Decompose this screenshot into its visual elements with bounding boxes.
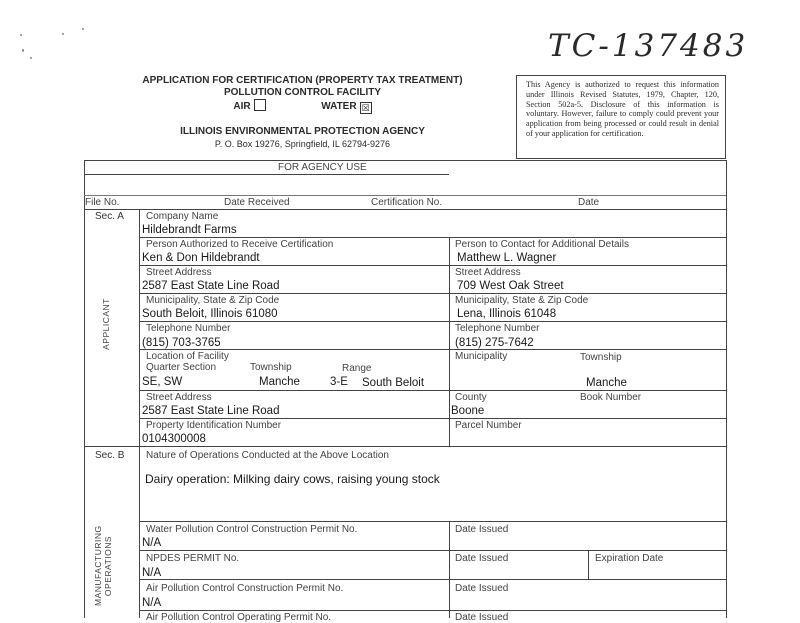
rule — [84, 195, 726, 196]
nature-value[interactable]: Dairy operation: Milking dairy cows, raising young stock — [145, 472, 440, 486]
township-label: Township — [250, 362, 292, 373]
npdes-expiration-label: Expiration Date — [595, 553, 664, 564]
agency-address: P. O. Box 19276, Springfield, IL 62794-9276 — [214, 139, 391, 149]
range-value[interactable]: 3-E — [330, 376, 348, 388]
company-name-label: Company Name — [146, 211, 219, 222]
npdes-value[interactable]: N/A — [142, 567, 162, 579]
scan-speck — [20, 34, 22, 36]
rule — [139, 418, 726, 419]
water-permit-label: Water Pollution Control Construction Permit No. — [146, 524, 358, 535]
npdes-date-label: Date Issued — [455, 553, 509, 564]
contact-street-label: Street Address — [455, 267, 521, 278]
pin-value[interactable]: 0104300008 — [142, 433, 206, 445]
fac-municipality-label: Municipality — [455, 351, 508, 362]
contact-value[interactable]: Matthew L. Wagner — [457, 252, 557, 264]
rule — [84, 209, 726, 210]
agency-use-header: FOR AGENCY USE — [278, 162, 367, 173]
side-label-line-2: OPERATIONS — [103, 535, 113, 597]
contact-label: Person to Contact for Additional Details — [455, 239, 629, 250]
quarter-value[interactable]: SE, SW — [142, 376, 183, 388]
rule — [139, 237, 726, 238]
fac-street-label: Street Address — [146, 392, 212, 403]
agency-block — [115, 126, 490, 150]
quarter-label: Quarter Section — [146, 362, 217, 373]
side-label-line-1: MANUFACTURING — [93, 525, 103, 606]
date-received-label: Date Received — [224, 197, 290, 208]
contact-phone-value[interactable]: (815) 275-7642 — [455, 337, 534, 349]
water-date-label: Date Issued — [455, 524, 509, 535]
handwritten-tc-number: TC-137483 — [548, 28, 749, 64]
sec-a-tag: Sec. A — [95, 211, 124, 222]
rule — [139, 550, 726, 551]
rule — [449, 237, 450, 446]
scan-speck — [30, 57, 32, 59]
form-title — [115, 75, 490, 114]
contact-street-value[interactable]: 709 West Oak Street — [457, 280, 564, 292]
scan-speck — [62, 33, 64, 35]
privacy-notice: This Agency is authorized to request this information under Illinois Revised Statutes, 1979, Chapter, 120, Section 502a-5. Disclosure of this information is voluntary. However, failure to comply could prevent your application from being processed or could result in denial of your application for certification. — [516, 75, 726, 159]
rule — [139, 349, 726, 350]
contact-municipality-label: Municipality, State & Zip Code — [455, 295, 589, 306]
rule — [84, 446, 726, 447]
company-name-value[interactable]: Hildebrandt Farms — [142, 224, 237, 236]
applicant-side-label: APPLICANT — [101, 298, 111, 350]
air-permit-label: Air Pollution Control Construction Permit No. — [146, 583, 344, 594]
authorized-label: Person Authorized to Receive Certification — [146, 239, 334, 250]
location-label: Location of Facility — [146, 351, 229, 362]
rule — [139, 265, 726, 266]
air-operating-date-label: Date Issued — [455, 612, 509, 623]
rule — [84, 160, 85, 618]
water-label: WATER — [321, 101, 357, 112]
air-water-selection — [115, 99, 490, 114]
parcel-number-label: Parcel Number — [455, 420, 522, 431]
air-operating-permit-label: Air Pollution Control Operating Permit No. — [146, 612, 332, 623]
rule — [139, 321, 726, 322]
fac-municipality-value[interactable]: South Beloit — [362, 377, 425, 389]
rule — [588, 550, 589, 579]
air-label: AIR — [233, 101, 251, 112]
rule — [84, 160, 726, 161]
book-number-label: Book Number — [580, 392, 642, 403]
air-date-label: Date Issued — [455, 583, 509, 594]
phone-label: Telephone Number — [146, 323, 231, 334]
rule — [139, 579, 726, 580]
sec-b-tag: Sec. B — [95, 450, 125, 461]
date-label: Date — [578, 197, 600, 208]
rule — [139, 610, 726, 611]
certification-no-label: Certification No. — [371, 197, 443, 208]
contact-municipality-value[interactable]: Lena, Illinois 61048 — [457, 308, 557, 320]
township-value[interactable]: Manche — [259, 376, 300, 388]
rule — [726, 160, 727, 618]
file-no-label: File No. — [85, 197, 120, 208]
municipality-value[interactable]: South Beloit, Illinois 61080 — [142, 308, 278, 320]
scan-speck — [82, 28, 84, 30]
scan-speck — [22, 49, 24, 52]
water-checkbox[interactable]: ☒ — [361, 103, 370, 113]
air-permit-value[interactable]: N/A — [142, 597, 162, 609]
rule — [139, 293, 726, 294]
rule — [139, 209, 140, 618]
street-value[interactable]: 2587 East State Line Road — [142, 280, 280, 292]
fac-township-label: Township — [580, 352, 622, 363]
phone-value[interactable]: (815) 703-3765 — [142, 337, 221, 349]
agency-name: ILLINOIS ENVIRONMENTAL PROTECTION AGENCY — [180, 126, 425, 137]
air-checkbox[interactable] — [254, 99, 266, 111]
fac-township-value[interactable]: Manche — [586, 377, 627, 389]
water-permit-value[interactable]: N/A — [142, 537, 162, 549]
npdes-label: NPDES PERMIT No. — [146, 553, 240, 564]
county-label: County — [455, 392, 487, 403]
rule — [139, 390, 726, 391]
authorized-value[interactable]: Ken & Don Hildebrandt — [142, 252, 260, 264]
manufacturing-side-label — [93, 526, 113, 606]
rule — [139, 521, 726, 522]
municipality-label: Municipality, State & Zip Code — [146, 295, 280, 306]
rule — [84, 174, 449, 175]
street-label: Street Address — [146, 267, 212, 278]
contact-phone-label: Telephone Number — [455, 323, 540, 334]
pin-label: Property Identification Number — [146, 420, 282, 431]
title-line-2: POLLUTION CONTROL FACILITY — [223, 87, 382, 98]
rule — [449, 521, 450, 618]
title-line-1: APPLICATION FOR CERTIFICATION (PROPERTY TAX TREATMENT) — [142, 75, 463, 86]
range-label: Range — [342, 363, 372, 374]
county-value[interactable]: Boone — [451, 405, 485, 417]
nature-label: Nature of Operations Conducted at the Above Location — [146, 450, 389, 461]
fac-street-value[interactable]: 2587 East State Line Road — [142, 405, 280, 417]
